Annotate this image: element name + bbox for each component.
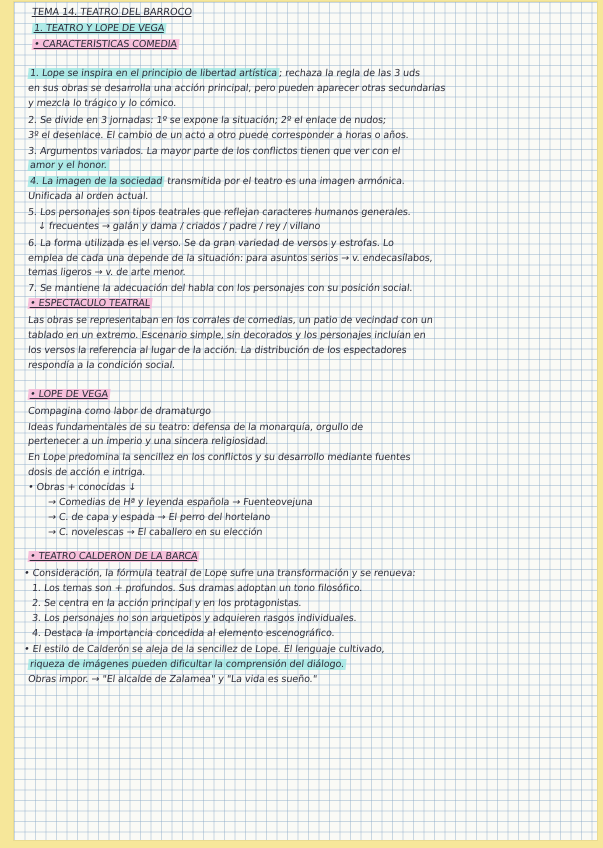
lope-obra-3: → C. novelescas → El caballero en su elección	[47, 527, 263, 538]
heading-lope-de-vega: • LOPE DE VEGA	[29, 389, 109, 400]
comedia-point-3-line-2: amor y el honor.	[29, 160, 108, 171]
page-title: TEMA 14. TEATRO DEL BARROCO	[31, 7, 193, 18]
calderon-point-3: 3. Los personajes no son arquetipos y adquieren rasgos individuales.	[31, 613, 358, 624]
espectaculo-line-2: tablado en un extremo. Escenario simple, sin decorados y los personajes incluían en	[27, 330, 427, 341]
heading-caracteristicas-comedia: • CARACTERÍSTICAS COMEDIA	[33, 39, 178, 50]
calderon-line-8: Obras impor. → "El alcalde de Zalamea" y "La vida es sueño."	[27, 674, 318, 685]
lope-obra-1: → Comedias de Hª y leyenda española → Fuenteovejuna	[47, 497, 314, 508]
lope-line-6: • Obras + conocidas ↓	[27, 482, 137, 493]
lope-obra-2: → C. de capa y espada → El perro del hortelano	[47, 512, 271, 523]
comedia-point-1-line-3: y mezcla lo trágico y lo cómico.	[27, 98, 177, 109]
espectaculo-line-1: Las obras se representaban en los corrales de comedias, un patio de vecindad con un	[27, 315, 434, 326]
lope-line-4: En Lope predomina la sencillez en los conflictos y su desarrollo mediante fuentes	[27, 452, 411, 463]
section-title-teatro-lope: 1. TEATRO Y LOPE DE VEGA	[33, 23, 165, 34]
comedia-point-4-line-1: 4. La imagen de la sociedad transmitida por el teatro es una imagen armónica.	[29, 176, 406, 187]
calderon-line-6: • El estilo de Calderón se aleja de la sencillez de Lope. El lenguaje cultivado,	[23, 644, 386, 655]
espectaculo-line-3: los versos la referencia al lugar de la acción. La distribución de los espectadores	[27, 345, 408, 356]
comedia-point-5-line-2: ↓ frecuentes → galán y dama / criados / padre / rey / villano	[37, 221, 321, 232]
lope-line-1: Compagina como labor de dramaturgo	[27, 406, 212, 417]
notebook-page	[14, 2, 597, 840]
lope-line-3: pertenecer a un imperio y una sincera religiosidad.	[27, 436, 269, 447]
comedia-point-4-line-2: Unificada al orden actual.	[27, 191, 149, 202]
espectaculo-line-4: respondía a la condición social.	[27, 360, 176, 371]
calderon-line-1: • Consideración, la fórmula teatral de Lope sufre una transformación y se renueva:	[23, 568, 417, 579]
comedia-point-5-line-1: 5. Los personajes son tipos teatrales que reflejan caracteres humanos generales.	[27, 207, 412, 218]
comedia-point-1-line-2: en sus obras se desarrolla una acción principal, pero pueden aparecer otras secundarias	[27, 83, 446, 94]
comedia-point-2-line-2: 3º el desenlace. El cambio de un acto a otro puede corresponder a horas o años.	[27, 130, 410, 141]
comedia-point-6-line-1: 6. La forma utilizada es el verso. Se da gran variedad de versos y estrofas. Lo	[27, 238, 395, 249]
comedia-point-7: 7. Se mantiene la adecuación del habla con los personajes con su posición social.	[27, 283, 414, 294]
lope-line-5: dosis de acción e intriga.	[27, 467, 146, 478]
comedia-point-2-line-1: 2. Se divide en 3 jornadas: 1º se expone la situación; 2º el enlace de nudos;	[27, 115, 387, 126]
calderon-line-7: riqueza de imágenes pueden dificultar la comprensión del diálogo.	[29, 659, 345, 670]
heading-teatro-calderon: • TEATRO CALDERÓN DE LA BARCA	[29, 551, 199, 562]
calderon-point-4: 4. Destaca la importancia concedida al elemento escenográfico.	[31, 628, 336, 639]
comedia-point-1-line-1: 1. Lope se inspira en el principio de libertad artística; rechaza la regla de las 3 uds	[29, 68, 421, 79]
calderon-point-1: 1. Los temas son + profundos. Sus dramas adoptan un tono filosófico.	[31, 583, 363, 594]
comedia-point-3-line-1: 3. Argumentos variados. La mayor parte de los conflictos tienen que ver con el	[27, 146, 401, 157]
comedia-point-6-line-2: emplea de cada una depende de la situación: para asuntos serios → v. endecasílabos,	[27, 253, 434, 264]
calderon-point-2: 2. Se centra en la acción principal y en los protagonistas.	[31, 598, 303, 609]
heading-espectaculo-teatral: • ESPECTÁCULO TEATRAL	[29, 298, 151, 309]
comedia-point-6-line-3: temas ligeros → v. de arte menor.	[27, 267, 187, 278]
lope-line-2: Ideas fundamentales de su teatro: defensa de la monarquía, orgullo de	[27, 422, 364, 433]
